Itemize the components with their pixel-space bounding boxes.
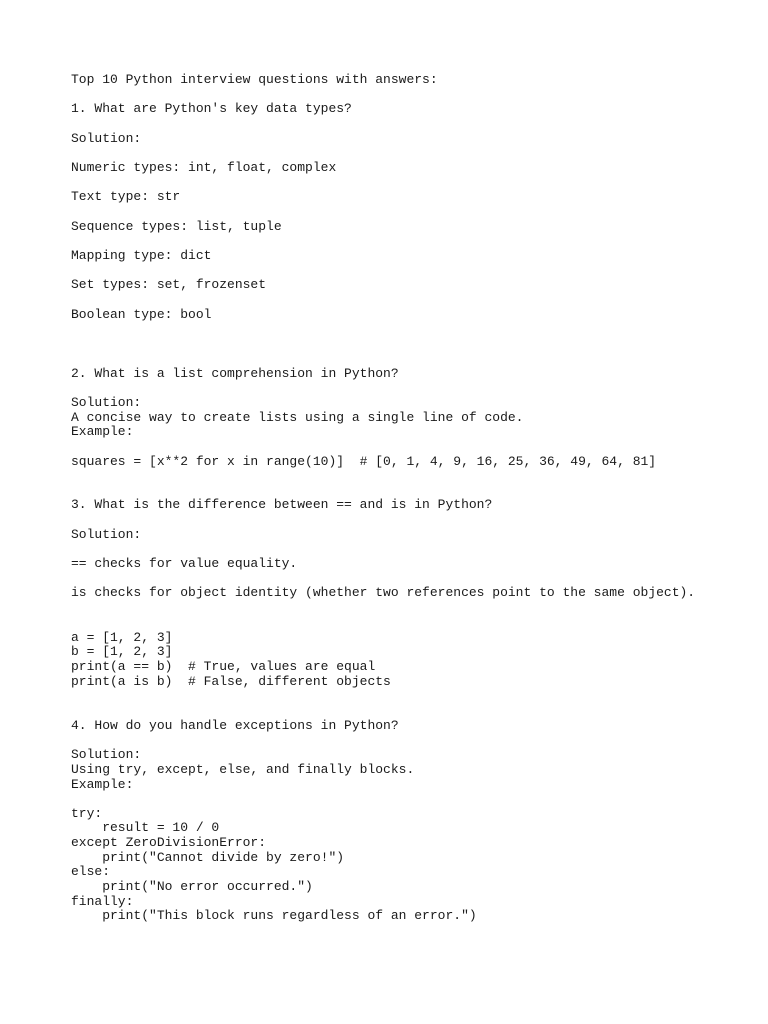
- q4-code-line: print("This block runs regardless of an error."): [71, 908, 477, 923]
- q1-item: Boolean type: bool: [71, 307, 212, 322]
- q4-example-label: Example:: [71, 777, 134, 792]
- q4-code-line: try:: [71, 806, 103, 821]
- q4-description: Using try, except, else, and finally blocks.: [71, 762, 415, 777]
- q4-code-line: print("Cannot divide by zero!"): [71, 850, 345, 865]
- q2-code-line: squares = [x**2 for x in range(10)] # [0, 1, 4, 9, 16, 25, 36, 49, 64, 81]: [71, 454, 657, 469]
- q1-item: Text type: str: [71, 189, 181, 204]
- q3-point: is checks for object identity (whether two references point to the same object).: [71, 585, 696, 600]
- q4-code-line: print("No error occurred."): [71, 879, 313, 894]
- q1-item: Sequence types: list, tuple: [71, 219, 282, 234]
- q3-code-line: b = [1, 2, 3]: [71, 644, 173, 659]
- solution-label-3: Solution:: [71, 527, 142, 542]
- q2-description: A concise way to create lists using a single line of code.: [71, 410, 524, 425]
- question-3: 3. What is the difference between == and is in Python?: [71, 497, 493, 512]
- solution-label-1: Solution:: [71, 131, 142, 146]
- q3-code-line: a = [1, 2, 3]: [71, 630, 173, 645]
- q4-code-line: finally:: [71, 894, 134, 909]
- q4-code-line: except ZeroDivisionError:: [71, 835, 267, 850]
- q3-code-line: print(a == b) # True, values are equal: [71, 659, 376, 674]
- q1-item: Mapping type: dict: [71, 248, 212, 263]
- q4-code-line: result = 10 / 0: [71, 820, 220, 835]
- document-title: Top 10 Python interview questions with answers:: [71, 72, 438, 87]
- q4-code-line: else:: [71, 864, 111, 879]
- q3-code-line: print(a is b) # False, different objects: [71, 674, 391, 689]
- q2-example-label: Example:: [71, 424, 134, 439]
- q1-item: Set types: set, frozenset: [71, 277, 267, 292]
- question-2: 2. What is a list comprehension in Python?: [71, 366, 399, 381]
- q1-item: Numeric types: int, float, complex: [71, 160, 337, 175]
- solution-label-4: Solution:: [71, 747, 142, 762]
- q3-point: == checks for value equality.: [71, 556, 298, 571]
- question-4: 4. How do you handle exceptions in Python?: [71, 718, 399, 733]
- solution-label-2: Solution:: [71, 395, 142, 410]
- question-1: 1. What are Python's key data types?: [71, 101, 352, 116]
